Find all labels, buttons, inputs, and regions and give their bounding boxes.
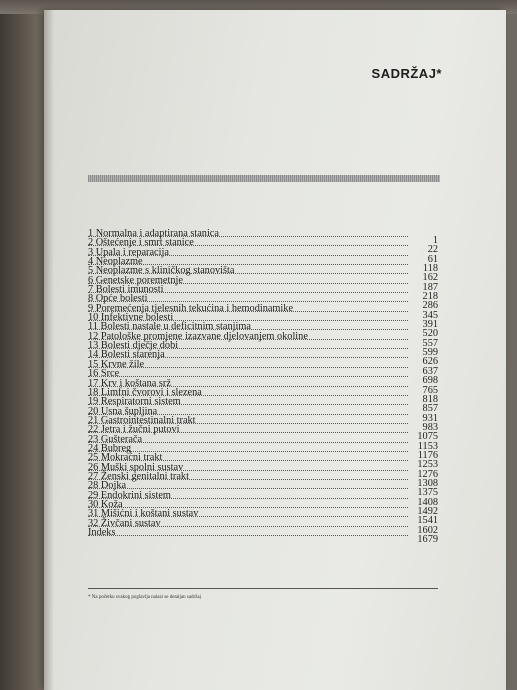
toc-entry-title: 8 Opće bolesti	[88, 293, 148, 305]
toc-entry-page: 162	[422, 272, 438, 284]
toc-entry-page: 1375	[417, 487, 438, 499]
toc-entry-title: 22 Jetra i žučni putovi	[88, 424, 180, 436]
toc-entry-page: 286	[422, 300, 438, 312]
toc-entry-title: 31 Mišićni i koštani sustav	[88, 508, 199, 520]
toc-entry-page: 931	[422, 412, 438, 424]
toc-leader-dots	[88, 444, 408, 452]
toc-entry-page: 1679	[417, 534, 438, 545]
toc-entry-page: 1	[432, 235, 438, 246]
toc-entry-title: 6 Genetske poremetnje	[88, 274, 183, 286]
toc-entry-title: 12 Patološke promjene izazvane djelovanjem okoline	[88, 330, 308, 342]
toc-entry-title: 9 Poremećenja tjelesnih tekućina i hemodinamike	[88, 302, 294, 314]
toc-entry-title: 30 Koža	[88, 498, 123, 510]
toc-entry-title: 26 Muški spolni sustav	[88, 461, 184, 473]
toc-entry-page: 520	[422, 328, 438, 340]
toc-entry-page: 1492	[417, 505, 438, 517]
toc-entry-title: 21 Gastrointestinalni trakt	[88, 414, 196, 426]
toc-entry-title: 5 Neoplazme s kliničkog stanovišta	[88, 265, 235, 277]
toc-entry-title: 18 Limfni čvorovi i slezena	[88, 386, 202, 398]
toc-entry-title: 7 Bolesti imunosti	[88, 284, 164, 296]
toc-entry-title: 4 Neoplazme	[88, 256, 143, 268]
toc-entry-page: 187	[422, 281, 438, 293]
toc-entry-page: 599	[422, 347, 438, 359]
toc-entry-title: 28 Dojka	[88, 480, 127, 492]
toc-entry-title: 14 Bolesti starenja	[88, 349, 165, 361]
toc-entry-page: 61	[427, 253, 438, 265]
toc-entry-page: 626	[422, 356, 438, 368]
toc-entry-page: 1602	[417, 524, 438, 536]
toc-entry-page: 818	[422, 393, 438, 405]
toc-row	[88, 524, 438, 545]
toc-entry-title: 27 Ženski genitalni trakt	[88, 470, 189, 482]
toc-leader-dots	[88, 528, 408, 536]
toc-entry-title: Indeks	[88, 527, 116, 538]
toc-entry-page: 345	[422, 309, 438, 321]
toc-entry-page: 637	[422, 365, 438, 377]
toc-entry-page: 1308	[417, 477, 438, 489]
toc-entry-title: 16 Srce	[88, 368, 120, 380]
toc-entry-title: 11 Bolesti nastale u deficitnim stanjima	[88, 321, 251, 333]
page-gutter-shadow	[44, 10, 54, 690]
toc-entry-page: 698	[422, 375, 438, 387]
toc-entry-title: 15 Krvne žile	[88, 358, 145, 370]
footnote: * Na početku svakog poglavlja nalazi se detaljan sadržaj	[88, 588, 438, 600]
toc-entry-page: 118	[422, 263, 438, 275]
page-heading: SADRŽAJ*	[371, 66, 442, 81]
toc-entry-page: 218	[422, 291, 438, 303]
toc-entry-title: 2 Oštećenje i smrt stanice	[88, 237, 194, 249]
toc-entry-page: 765	[422, 384, 438, 396]
toc-entry-title: 10 Infektivne bolesti	[88, 312, 174, 324]
toc-entry-title: 3 Upala i reparacija	[88, 246, 169, 258]
toc-entry-page: 22	[427, 244, 438, 256]
toc-leader-dots	[88, 368, 408, 380]
toc-entry-title: 29 Endokrini sistem	[88, 489, 171, 501]
toc-entry-title: 20 Usna šupljina	[88, 405, 158, 417]
toc-leader-dots	[88, 480, 408, 492]
header-rule	[88, 175, 440, 182]
toc-entry-page: 1408	[417, 496, 438, 508]
toc-entry-page: 1153	[417, 440, 438, 452]
toc-entry-title: 17 Krv i koštana srž	[88, 377, 171, 389]
toc-entry-page: 857	[422, 403, 438, 415]
toc-entry-page: 1541	[417, 515, 438, 527]
toc-entry-page: 1176	[417, 449, 438, 461]
toc-entry-page: 1075	[417, 431, 438, 443]
toc-entry-title: 23 Gušterača	[88, 433, 143, 445]
toc-entry-page: 983	[422, 421, 438, 433]
toc-entry-title: 1 Normalna i adaptirana stanica	[88, 228, 219, 239]
toc-entry-title: 24 Bubreg	[88, 442, 132, 454]
table-of-contents	[88, 228, 438, 545]
toc-entry-page: 557	[422, 337, 438, 349]
toc-entry-title: 32 Živčani sustav	[88, 517, 161, 529]
toc-entry-title: 25 Mokraćni trakt	[88, 452, 163, 464]
toc-leader-dots	[88, 500, 408, 508]
toc-entry-page: 1276	[417, 468, 438, 480]
toc-entry-page: 1253	[417, 459, 438, 471]
toc-entry-title: 19 Respiratorni sistem	[88, 396, 181, 408]
toc-entry-title: 13 Bolesti dječje dobi	[88, 340, 179, 352]
toc-entry-page: 391	[422, 319, 438, 331]
